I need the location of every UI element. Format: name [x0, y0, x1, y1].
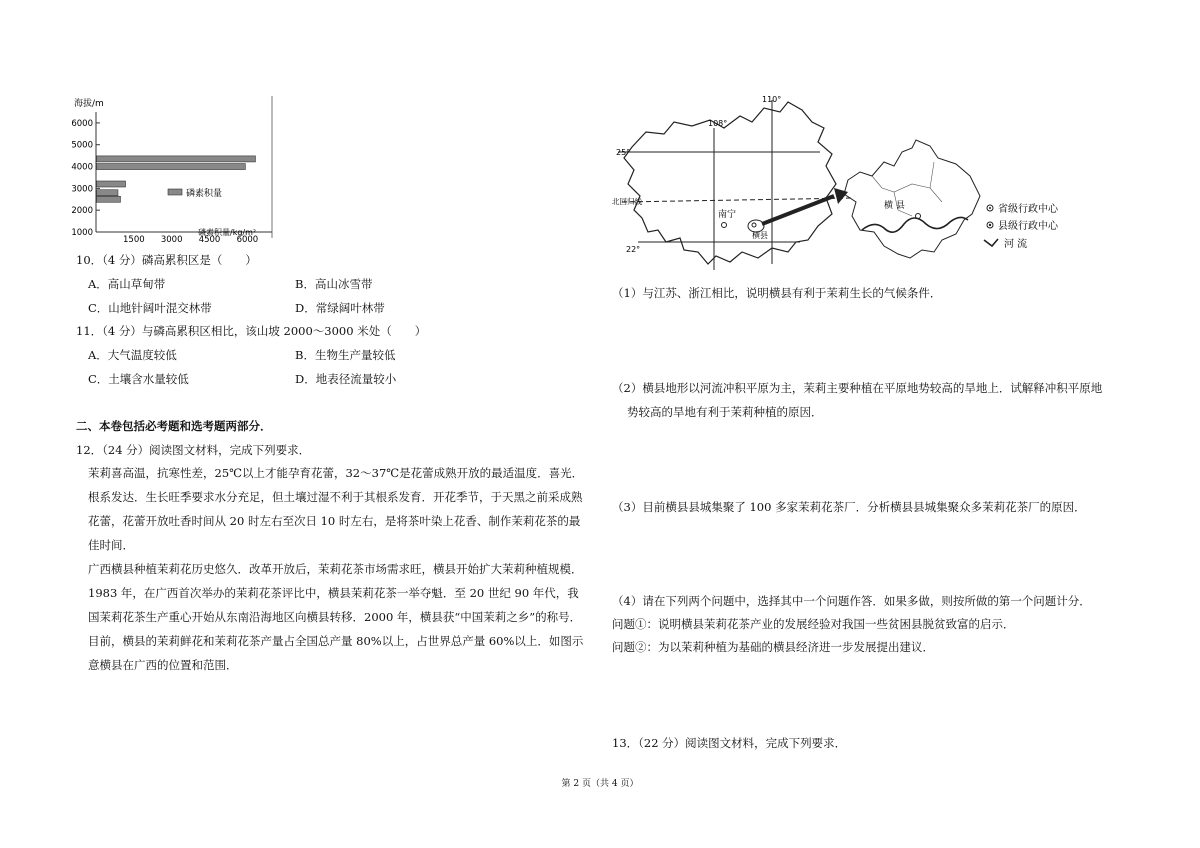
q11-option-a[interactable]: A．大气温度较低 — [88, 348, 177, 362]
x-tick-label: 6000 — [236, 235, 259, 245]
x-tick-label: 1500 — [123, 235, 145, 245]
hengxian-inner-boundary — [872, 162, 942, 216]
y-tick-label: 6000 — [71, 118, 93, 129]
hengxian-county-marker — [916, 214, 921, 219]
page-footer: 第 2 页（共 4 页） — [561, 779, 639, 789]
q12-problem-1: 问题①：说明横县茉莉花茶产业的发展经验对我国一些贫困县脱贫致富的启示． — [612, 617, 1015, 631]
section-two-heading: 二、本卷包括必考题和选考题两部分． — [76, 419, 272, 433]
legend-river-label: 河 流 — [1004, 239, 1028, 250]
chart-legend-label: 磷素积量 — [186, 189, 223, 199]
y-tick-label: 4000 — [71, 162, 93, 173]
nanning-marker — [722, 223, 727, 228]
chart-bar — [97, 181, 126, 187]
legend-provincial-label: 省级行政中心 — [998, 204, 1058, 215]
zoom-arrow-head — [834, 188, 848, 204]
y-tick-label: 1000 — [71, 228, 93, 238]
hengxian-small-marker — [752, 223, 756, 227]
legend-county-icon-dot — [989, 224, 991, 226]
q13-stem: 13．（22 分）阅读图文材料，完成下列要求． — [612, 736, 847, 750]
guangxi-outline — [624, 102, 836, 264]
label-22: 22° — [626, 245, 641, 254]
label-110: 110° — [762, 95, 782, 104]
q11-option-c[interactable]: C．土壤含水量较低 — [88, 372, 189, 386]
chart-legend-swatch — [168, 189, 182, 195]
x-tick-label: 3000 — [160, 235, 183, 245]
q12-stem: 12．（24 分）阅读图文材料，完成下列要求． — [76, 443, 311, 457]
label-hengxian-big: 横 县 — [884, 201, 905, 211]
q12-sub2-line2: 势较高的旱地有利于茉莉种植的原因． — [627, 405, 823, 419]
label-tropic: 北回归线 — [612, 197, 642, 206]
q12-material — [88, 461, 588, 677]
label-nanning: 南宁 — [718, 210, 737, 220]
legend-county-label: 县级行政中心 — [998, 221, 1058, 232]
q12-paragraph-1: 茉莉喜高温，抗寒性差，25℃以上才能孕育花蕾，32～37℃是花蕾成熟开放的最适温度．喜光．根系发达．生长旺季要求水分充足，但土壤过湿不利于其根系发育．开花季节，于天黑之前采成熟花蕾，花蕾开放吐香时间从 20 时左右至次日 10 时左右，是将茶叶染上花香、制作茉莉花茶的最佳时间． — [88, 466, 584, 552]
chart-bar — [97, 164, 246, 170]
y-tick-label: 2000 — [71, 206, 93, 217]
chart-bar — [97, 190, 118, 196]
chart-bar — [97, 196, 121, 202]
zoom-arrow — [762, 196, 834, 224]
legend-river-icon — [984, 239, 998, 246]
label-25: 25° — [616, 148, 631, 157]
altitude-phosphorus-chart — [60, 90, 290, 250]
q12-sub3: （3）目前横县县城集聚了 100 多家茉莉花茶厂．分析横县县城集聚众多茉莉花茶厂的原因． — [612, 500, 1086, 514]
q12-sub4: （4）请在下列两个问题中，选择其中一个问题作答．如果多做，则按所做的第一个问题计分． — [612, 594, 1091, 608]
y-tick-label: 5000 — [71, 140, 93, 151]
chart-bar — [97, 156, 256, 162]
chart-ylabel: 海拔/m — [74, 99, 104, 109]
q10-option-d[interactable]: D．常绿阔叶林带 — [295, 301, 385, 315]
hengxian-detail-outline — [844, 140, 980, 258]
q10-stem: 10．（4 分）磷高累积区是（ ） — [76, 253, 257, 267]
q10-option-b[interactable]: B．高山冰雪带 — [295, 277, 373, 291]
hengxian-river — [862, 217, 968, 232]
q11-stem: 11．（4 分）与磷高累积区相比，该山坡 2000～3000 米处（ ） — [76, 324, 427, 338]
q10-option-c[interactable]: C．山地针阔叶混交林带 — [88, 301, 212, 315]
label-108: 108° — [708, 119, 728, 128]
q11-option-d[interactable]: D．地表径流量较小 — [295, 372, 397, 386]
x-tick-label: 4500 — [198, 235, 221, 245]
legend-provincial-icon-dot — [989, 207, 991, 209]
y-tick-label: 3000 — [71, 184, 93, 195]
q11-option-b[interactable]: B．生物生产量较低 — [295, 348, 396, 362]
q12-paragraph-2: 广西横县种植茉莉花历史悠久．改革开放后，茉莉花茶市场需求旺，横县开始扩大茉莉种植规模．1983 年，在广西首次举办的茉莉花茶评比中，横县茉莉花茶一举夺魁．至 20 世纪 90 年代，我国茉莉花茶生产重心开始从东南沿海地区向横县转移．2000 年，横县获“中国茉莉之乡”的称号．目前，横县的茉莉鲜花和茉莉花茶产量占全国总产量 80%以上，占世界总产量 60%以上．如图示意横县在广西的位置和范围． — [88, 562, 584, 672]
label-hengxian-small: 横县 — [752, 231, 768, 240]
guangxi-hengxian-map — [612, 92, 1082, 277]
q10-option-a[interactable]: A．高山草甸带 — [88, 277, 166, 291]
q12-problem-2: 问题②：为以茉莉种植为基础的横县经济进一步发展提出建议． — [612, 640, 934, 654]
q12-sub2-line1: （2）横县地形以河流冲积平原为主，茉莉主要种植在平原地势较高的旱地上．试解释冲积平原地 — [612, 381, 1103, 395]
chart-xlabel: 磷素积量/kg/m² — [198, 228, 257, 237]
q12-sub1: （1）与江苏、浙江相比，说明横县有利于茉莉生长的气候条件． — [612, 286, 942, 300]
